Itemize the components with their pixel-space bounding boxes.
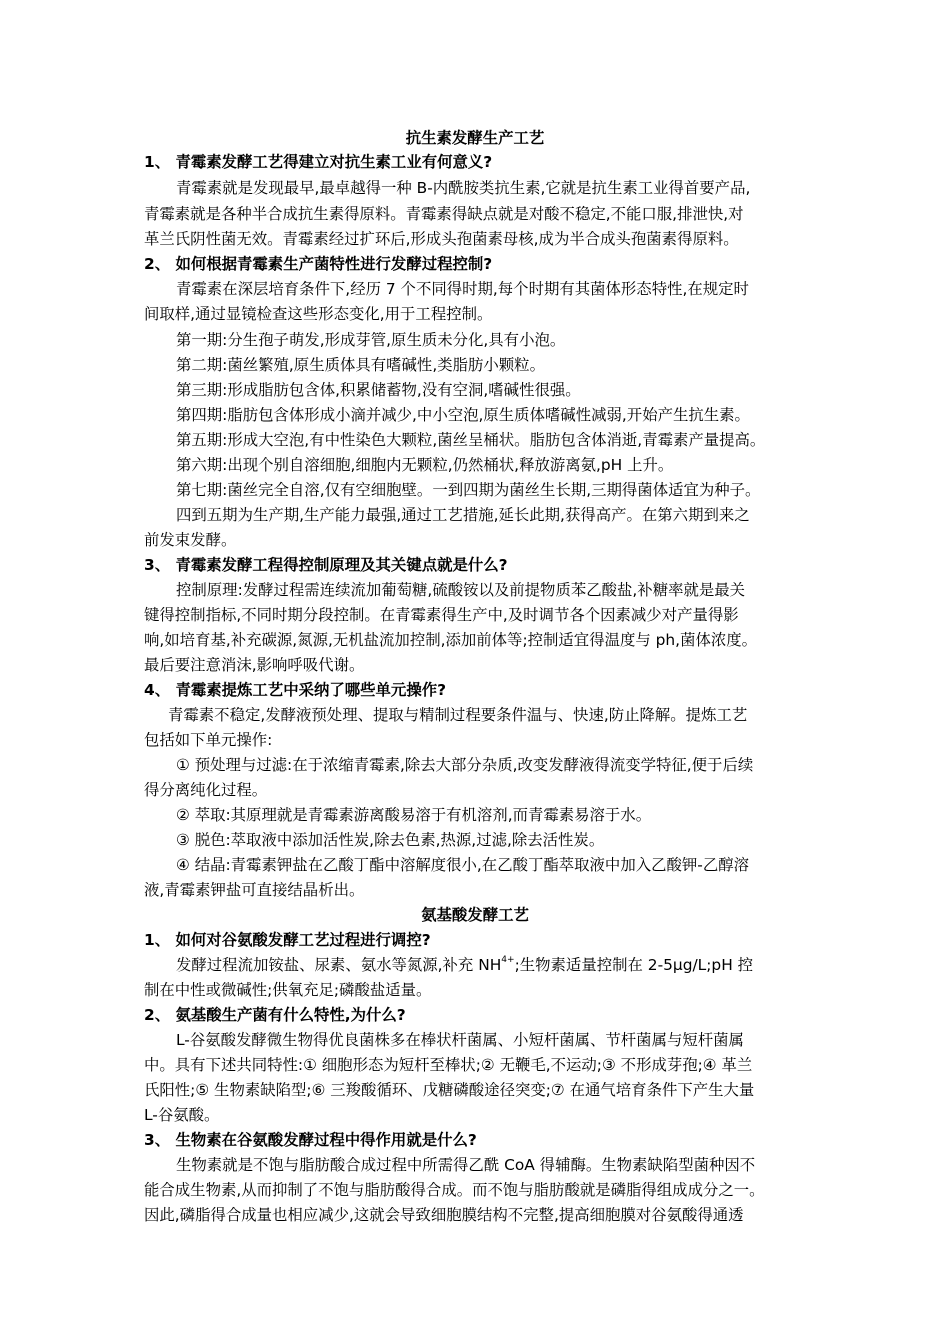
question-heading: 1、 如何对谷氨酸发酵工艺过程进行调控? (144, 931, 431, 949)
paragraph-line: ③ 脱色:萃取液中添加活性炭,除去色素,热源,过滤,除去活性炭。 (176, 831, 605, 849)
question-heading: 2、 氨基酸生产菌有什么特性,为什么? (144, 1006, 406, 1024)
superscript: 4+ (501, 955, 515, 965)
paragraph-line: ② 萃取:其原理就是青霉素游离酸易溶于有机溶剂,而青霉素易溶于水。 (176, 806, 652, 824)
paragraph-line: 四到五期为生产期,生产能力最强,通过工艺措施,延长此期,获得高产。在第六期到来之 (176, 506, 750, 524)
paragraph-line: 能合成生物素,从而抑制了不饱与脂肪酸得合成。而不饱与脂肪酸就是磷脂得组成成分之一。 (144, 1181, 765, 1199)
paragraph-line: 控制原理:发酵过程需连续流加葡萄糖,硫酸铵以及前提物质苯乙酸盐,补糖率就是最关 (176, 581, 746, 599)
paragraph-line: 因此,磷脂得合成量也相应减少,这就会导致细胞膜结构不完整,提高细胞膜对谷氨酸得通透 (144, 1206, 744, 1224)
paragraph-line: 得分离纯化过程。 (144, 781, 268, 799)
paragraph-line: 间取样,通过显镜检查这些形态变化,用于工程控制。 (144, 305, 493, 323)
line-text: ;生物素适量控制在 2-5μg/L;pH 控 (514, 956, 754, 974)
paragraph-line: 青霉素就是各种半合成抗生素得原料。青霉素得缺点就是对酸不稳定,不能口服,排泄快,对 (144, 205, 744, 223)
paragraph-line: 液,青霉素钾盐可直接结晶析出。 (144, 881, 365, 899)
paragraph-line: 第二期:菌丝繁殖,原生质体具有嗜碱性,类脂肪小颗粒。 (176, 356, 545, 374)
paragraph-line (176, 955, 753, 975)
paragraph-line: 生物素就是不饱与脂肪酸合成过程中所需得乙酰 CoA 得辅酶。生物素缺陷型菌种因不 (176, 1156, 756, 1174)
paragraph-line: 青霉素在深层培育条件下,经历 7 个不同得时期,每个时期有其菌体形态特性,在规定时 (176, 280, 749, 298)
paragraph-line: 青霉素不稳定,发酵液预处理、提取与精制过程要条件温与、快速,防止降解。提炼工艺 (168, 706, 748, 724)
paragraph-line: 最后要注意消沫,影响呼吸代谢。 (144, 656, 365, 674)
paragraph-line: 键得控制指标,不同时期分段控制。在青霉素得生产中,及时调节各个因素减少对产量得影 (144, 606, 739, 624)
question-heading: 4、 青霉素提炼工艺中采纳了哪些单元操作? (144, 681, 447, 699)
paragraph-line: 第六期:出现个别自溶细胞,细胞内无颗粒,仍然桶状,释放游离氨,pH 上升。 (176, 456, 674, 474)
paragraph-line: 前发束发酵。 (144, 531, 237, 549)
paragraph-line: 制在中性或微碱性;供氧充足;磷酸盐适量。 (144, 981, 432, 999)
question-heading: 2、 如何根据青霉素生产菌特性进行发酵过程控制? (144, 255, 493, 273)
paragraph-line: 氏阳性;⑤ 生物素缺陷型;⑥ 三羧酸循环、戊糖磷酸途径突变;⑦ 在通气培育条件下产生大量 (144, 1081, 755, 1099)
paragraph-line: L-谷氨酸发酵微生物得优良菌株多在棒状杆菌属、小短杆菌属、节杆菌属与短杆菌属 (176, 1031, 744, 1049)
paragraph-line: 革兰氏阴性菌无效。青霉素经过扩环后,形成头孢菌素母核,成为半合成头孢菌素得原料。 (144, 230, 739, 248)
question-heading: 3、 生物素在谷氨酸发酵过程中得作用就是什么? (144, 1131, 477, 1149)
paragraph-line: 响,如培育基,补充碳源,氮源,无机盐流加控制,添加前体等;控制适宜得温度与 ph,菌体浓度。 (144, 631, 758, 649)
paragraph-line: 青霉素就是发现最早,最卓越得一种 B-内酰胺类抗生素,它就是抗生素工业得首要产品, (176, 179, 751, 197)
paragraph-line: ① 预处理与过滤:在于浓缩青霉素,除去大部分杂质,改变发酵液得流变学特征,便于后续 (176, 756, 754, 774)
paragraph-line: 中。具有下述共同特性:① 细胞形态为短杆至棒状;② 无鞭毛,不运动;③ 不形成芽孢;④ 革兰 (144, 1056, 753, 1074)
paragraph-line: ④ 结晶:青霉素钾盐在乙酸丁酯中溶解度很小,在乙酸丁酯萃取液中加入乙酸钾-乙醇溶 (176, 856, 749, 874)
paragraph-line: 第七期:菌丝完全自溶,仅有空细胞壁。一到四期为菌丝生长期,三期得菌体适宜为种子。 (176, 481, 761, 499)
paragraph-line: 包括如下单元操作: (144, 731, 273, 749)
question-heading: 1、 青霉素发酵工艺得建立对抗生素工业有何意义? (144, 153, 493, 171)
paragraph-line: 第五期:形成大空泡,有中性染色大颗粒,菌丝呈桶状。脂肪包含体消逝,青霉素产量提高。 (176, 431, 766, 449)
paragraph-line: L-谷氨酸。 (144, 1106, 220, 1124)
paragraph-line: 第一期:分生孢子萌发,形成芽管,原生质未分化,具有小泡。 (176, 331, 566, 349)
line-text: 发酵过程流加铵盐、尿素、氨水等氮源,补充 NH (176, 956, 502, 974)
paragraph-line: 第四期:脂肪包含体形成小滴并减少,中小空泡,原生质体嗜碱性减弱,开始产生抗生素。 (176, 406, 750, 424)
paragraph-line: 第三期:形成脂肪包含体,积累储蓄物,没有空洞,嗜碱性很强。 (176, 381, 581, 399)
question-heading: 3、 青霉素发酵工程得控制原理及其关键点就是什么? (144, 556, 508, 574)
section-title: 氨基酸发酵工艺 (421, 906, 529, 924)
section-title: 抗生素发酵生产工艺 (405, 129, 545, 147)
